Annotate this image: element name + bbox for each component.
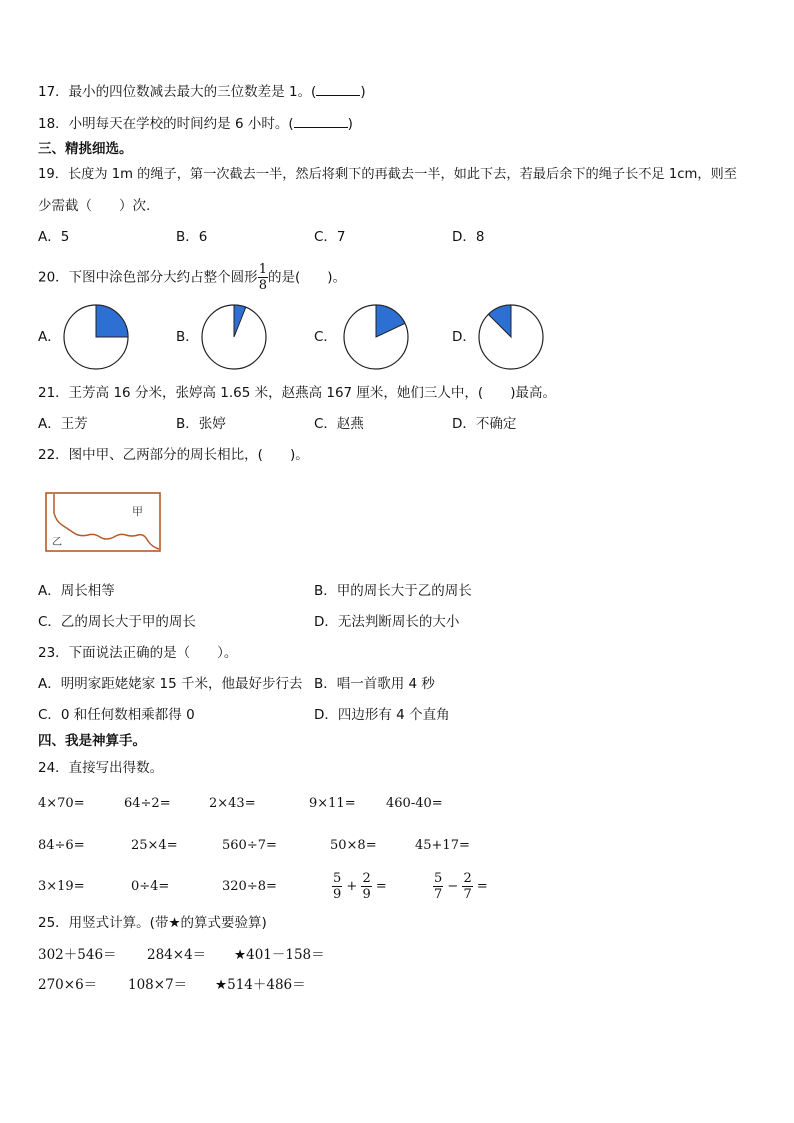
q24-f1-b-num: 2 xyxy=(362,871,371,886)
q24-f1-a xyxy=(332,871,342,902)
q22-label-jia: 甲 xyxy=(132,505,143,518)
q19-option-c[interactable]: C．7 xyxy=(314,229,346,245)
q22-option-c[interactable]: C．乙的周长大于甲的周长 xyxy=(38,614,196,630)
q17-close: ) xyxy=(360,84,366,100)
q24-r2-4: 50×8= xyxy=(330,838,377,853)
q22-figure xyxy=(44,491,162,553)
q20-option-c[interactable]: C． xyxy=(314,329,337,345)
q24-r1-1: 4×70= xyxy=(38,796,85,811)
q24-f2-op: − xyxy=(447,879,459,894)
q25-r2-1: 270×6＝ xyxy=(38,977,98,993)
q20-option-a[interactable]: A． xyxy=(38,329,61,345)
q22-label-yi: 乙 xyxy=(52,537,62,548)
q24-line: 24．直接写出得数。 xyxy=(38,760,164,776)
q24-f1-a-den: 9 xyxy=(333,887,342,902)
q24-r2-2: 25×4= xyxy=(131,838,178,853)
q18-answer-blank[interactable] xyxy=(294,114,348,128)
q24-f2-eq: = xyxy=(476,879,488,894)
q21-option-a[interactable]: A．王芳 xyxy=(38,416,88,432)
q19-line1: 19．长度为 1m 的绳子，第一次截去一半，然后将剩下的再截去一半，如此下去，若最后余下的绳子长不足 1cm，则至 xyxy=(38,167,737,182)
q17-line xyxy=(38,82,366,101)
q20-line xyxy=(38,262,346,293)
q24-f2-b-num: 2 xyxy=(463,871,472,886)
q24-r2-1: 84÷6= xyxy=(38,838,85,853)
q24-r3-1: 3×19= xyxy=(38,879,85,894)
q24-r3-2: 0÷4= xyxy=(131,879,170,894)
q24-r1-5: 460-40= xyxy=(386,796,443,811)
q24-f1-b-den: 9 xyxy=(362,887,371,902)
q24-f1-op: + xyxy=(346,879,358,894)
q20-option-b[interactable]: B． xyxy=(176,329,199,345)
q20-fraction xyxy=(258,262,268,293)
q17-answer-blank[interactable] xyxy=(316,82,360,96)
q22-option-d[interactable]: D．无法判断周长的大小 xyxy=(314,614,460,630)
q20-pie-b xyxy=(199,302,269,372)
q19-line2: 少需截（ ）次. xyxy=(38,198,151,214)
q25-r1-2: 284×4＝ xyxy=(147,947,207,963)
q21-option-d[interactable]: D．不确定 xyxy=(452,416,517,432)
q24-fraction-expr-1 xyxy=(332,870,387,904)
q23-option-d[interactable]: D．四边形有 4 个直角 xyxy=(314,707,450,723)
q24-f1-b xyxy=(361,871,371,902)
q20-frac-den: 8 xyxy=(258,278,267,293)
q18-text: 18．小明每天在学校的时间约是 6 小时。( xyxy=(38,116,294,132)
q24-f2-a-num: 5 xyxy=(434,871,443,886)
q25-r1-3: ★401－158＝ xyxy=(234,947,325,963)
q23-option-b[interactable]: B．唱一首歌用 4 秒 xyxy=(314,676,435,692)
q22-line: 22．图中甲、乙两部分的周长相比，( )。 xyxy=(38,447,309,463)
q20-text-before: 20．下图中涂色部分大约占整个圆形 xyxy=(38,269,258,286)
q21-option-b[interactable]: B．张婷 xyxy=(176,416,226,432)
q24-f2-a xyxy=(433,871,443,902)
q21-line: 21．王芳高 16 分米，张婷高 1.65 米，赵燕高 167 厘米，她们三人中，( )最高。 xyxy=(38,385,556,401)
q20-pie-c xyxy=(341,302,411,372)
q21-option-c[interactable]: C．赵燕 xyxy=(314,416,364,432)
q25-line: 25．用竖式计算。(带★的算式要验算) xyxy=(38,915,267,931)
q24-f2-b-den: 7 xyxy=(463,887,472,902)
q24-r1-2: 64÷2= xyxy=(124,796,171,811)
q19-option-a[interactable]: A．5 xyxy=(38,229,70,245)
q24-r2-3: 560÷7= xyxy=(222,838,277,853)
q24-r2-5: 45+17= xyxy=(415,838,470,853)
q20-frac-num: 1 xyxy=(258,262,267,277)
q24-r1-3: 2×43= xyxy=(209,796,256,811)
q24-f2-b xyxy=(462,871,472,902)
q20-pie-a xyxy=(61,302,131,372)
q20-option-d[interactable]: D． xyxy=(452,329,476,345)
q25-r2-2: 108×7＝ xyxy=(128,977,188,993)
q20-text-after: 的是( )。 xyxy=(267,269,347,286)
q20-pie-d xyxy=(476,302,546,372)
q18-close: ) xyxy=(347,116,353,132)
q24-f2-a-den: 7 xyxy=(434,887,443,902)
q24-fraction-expr-2 xyxy=(433,870,488,904)
q23-option-c[interactable]: C．0 和任何数相乘都得 0 xyxy=(38,707,195,723)
q25-r2-3: ★514＋486＝ xyxy=(215,977,306,993)
q25-r1-1: 302＋546＝ xyxy=(38,947,117,963)
q19-option-b[interactable]: B．6 xyxy=(176,229,208,245)
q24-f1-eq: = xyxy=(375,879,387,894)
q23-line: 23．下面说法正确的是（ ）。 xyxy=(38,645,238,661)
q17-text: 17．最小的四位数减去最大的三位数差是 1。( xyxy=(38,84,317,100)
q22-option-b[interactable]: B．甲的周长大于乙的周长 xyxy=(314,583,472,599)
q24-r1-4: 9×11= xyxy=(309,796,356,811)
section3-heading: 三、精挑细选。 xyxy=(38,141,133,157)
q24-r3-3: 320÷8= xyxy=(222,879,277,894)
section4-heading: 四、我是神算手。 xyxy=(38,733,146,749)
q24-f1-a-num: 5 xyxy=(333,871,342,886)
q22-option-a[interactable]: A．周长相等 xyxy=(38,583,115,599)
pie-shaded-wedge xyxy=(96,305,128,337)
q19-option-d[interactable]: D．8 xyxy=(452,229,485,245)
q18-line xyxy=(38,114,353,133)
q23-option-a[interactable]: A．明明家距姥姥家 15 千米，他最好步行去 xyxy=(38,676,303,692)
